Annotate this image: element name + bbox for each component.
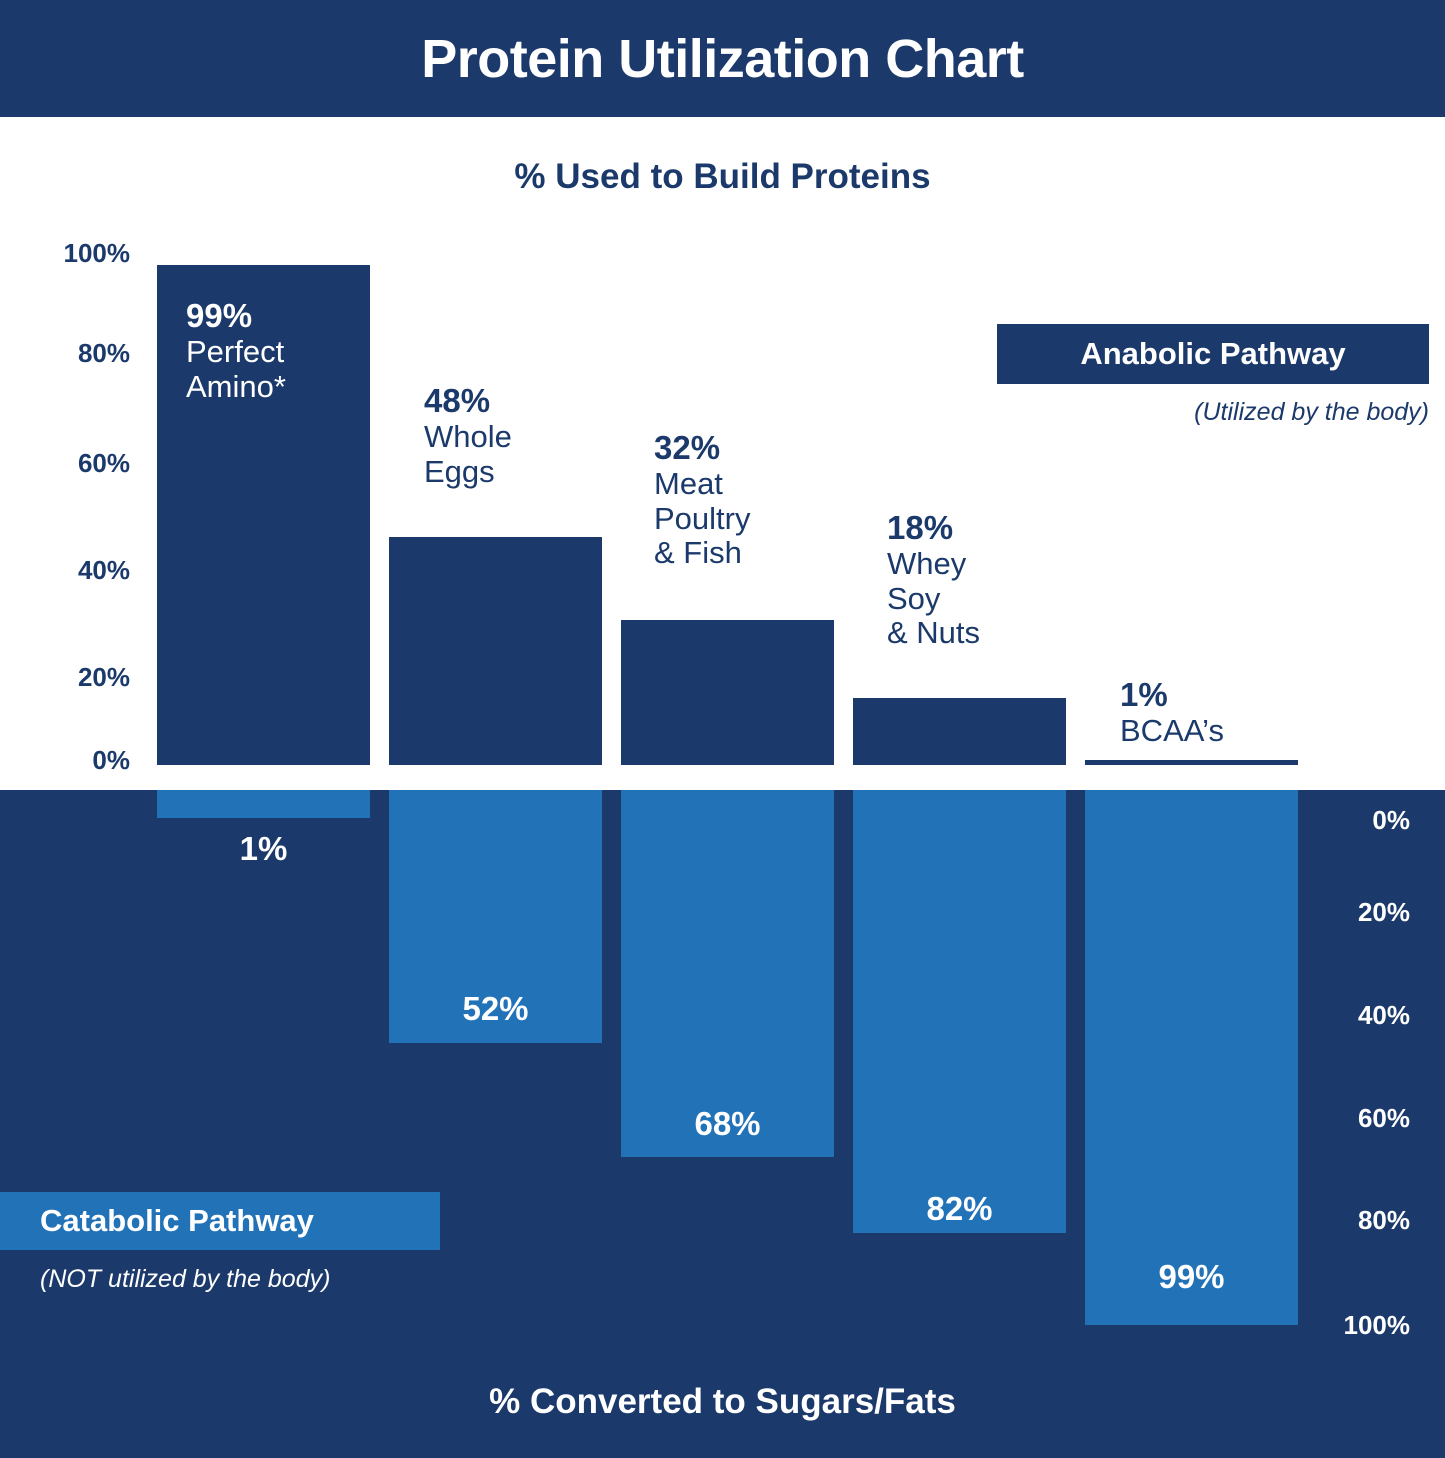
bar-top-bcaas <box>1085 760 1298 765</box>
chart-header <box>0 0 1445 117</box>
bar-value-whole-eggs: 48% <box>424 382 491 419</box>
axis-tick-left-20: 20% <box>77 662 130 692</box>
axis-tick-left-40: 40% <box>77 555 130 585</box>
upper-axis-title: % Used to Build Proteins <box>514 157 931 196</box>
bar-label-whole-eggs <box>424 383 512 489</box>
bar-name-meat-line1: Meat <box>654 465 723 501</box>
bar-name-whey-line3: & Nuts <box>887 615 981 651</box>
axis-tick-left-80: 80% <box>77 338 130 368</box>
axis-tick-left-60: 60% <box>77 448 130 478</box>
bar-name-perfect-amino-line2: Amino* <box>186 368 286 404</box>
bar-bottom-value-whole-eggs: 52% <box>462 990 529 1027</box>
bar-bottom-meat-poultry-fish <box>621 790 834 1157</box>
bar-name-whey-line1: Whey <box>887 545 967 581</box>
bar-label-perfect-amino <box>186 298 286 404</box>
anabolic-pathway-badge <box>997 324 1429 384</box>
bar-top-whey-soy-nuts <box>853 698 1066 765</box>
bar-name-meat-line2: Poultry <box>654 500 751 536</box>
bar-name-bcaas: BCAA’s <box>1120 712 1224 748</box>
bar-value-whey-soy-nuts: 18% <box>887 509 954 546</box>
bar-top-meat-poultry-fish <box>621 620 834 765</box>
catabolic-pathway-label: Catabolic Pathway <box>40 1203 314 1238</box>
bar-bottom-value-bcaas: 99% <box>1158 1258 1225 1295</box>
anabolic-pathway-label: Anabolic Pathway <box>1080 336 1346 371</box>
axis-tick-right-60: 60% <box>1357 1103 1410 1133</box>
bar-bottom-whey-soy-nuts <box>853 790 1066 1233</box>
bar-name-perfect-amino-line1: Perfect <box>186 333 285 369</box>
bar-bottom-value-whey-soy-nuts: 82% <box>926 1190 993 1227</box>
axis-tick-left-100: 100% <box>63 238 130 268</box>
axis-tick-right-0: 0% <box>1372 805 1410 835</box>
bar-bottom-perfect-amino <box>157 790 370 818</box>
lower-axis-title: % Converted to Sugars/Fats <box>489 1381 956 1421</box>
page-title: Protein Utilization Chart <box>421 28 1024 89</box>
bar-bottom-value-perfect-amino: 1% <box>239 830 288 867</box>
axis-tick-right-100: 100% <box>1343 1310 1410 1340</box>
catabolic-pathway-badge <box>0 1192 440 1250</box>
bar-label-meat-poultry-fish <box>654 430 750 571</box>
axis-tick-right-80: 80% <box>1357 1205 1410 1235</box>
bar-name-meat-line3: & Fish <box>654 535 742 571</box>
bar-value-meat-poultry-fish: 32% <box>654 429 721 466</box>
bar-label-whey-soy-nuts <box>887 510 980 651</box>
axis-tick-left-0: 0% <box>92 745 130 775</box>
anabolic-pathway-sublabel: (Utilized by the body) <box>1194 398 1429 426</box>
bar-label-bcaas <box>1120 677 1224 749</box>
bar-name-whey-line2: Soy <box>887 580 941 616</box>
bar-name-whole-eggs-line1: Whole <box>424 418 512 454</box>
axis-tick-right-20: 20% <box>1357 897 1410 927</box>
bar-bottom-value-meat-poultry-fish: 68% <box>694 1105 761 1142</box>
bar-value-bcaas: 1% <box>1120 676 1168 713</box>
bar-top-whole-eggs <box>389 537 602 765</box>
chart-footer <box>0 1345 1445 1458</box>
axis-tick-right-40: 40% <box>1357 1000 1410 1030</box>
bar-bottom-bcaas <box>1085 790 1298 1325</box>
bar-value-perfect-amino: 99% <box>186 297 253 334</box>
bar-name-whole-eggs-line2: Eggs <box>424 453 495 489</box>
catabolic-pathway-sublabel: (NOT utilized by the body) <box>40 1265 331 1293</box>
